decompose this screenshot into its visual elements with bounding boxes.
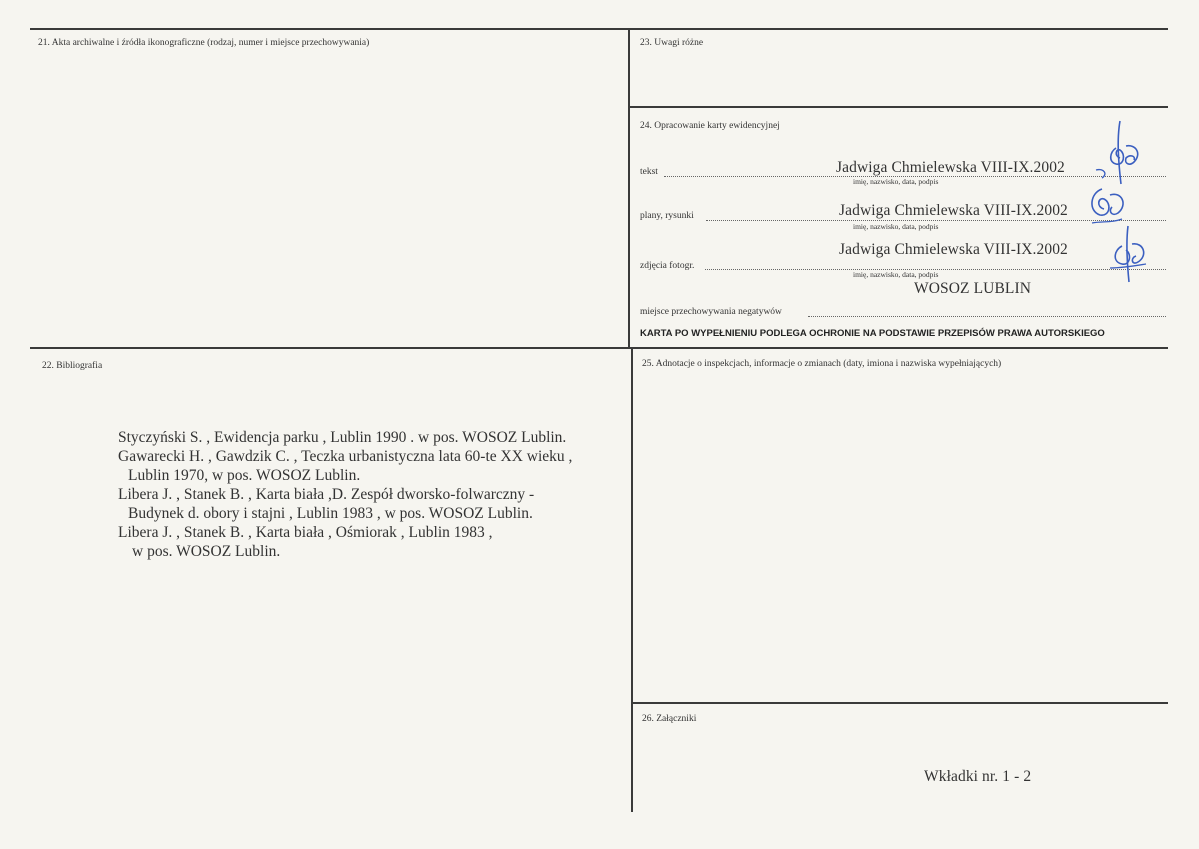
section-21-label: 21. Akta archiwalne i źródła ikonograficzne (rodzaj, numer i miejsce przechowywania) xyxy=(38,38,370,48)
top-rule xyxy=(30,28,1168,30)
upper-column-divider xyxy=(628,28,630,348)
bibliography-entry: Budynek d. obory i stajni , Lublin 1983 , w pos. WOSOZ Lublin. xyxy=(128,505,533,522)
bibliography-list xyxy=(118,428,572,561)
signature-tekst xyxy=(1090,118,1150,188)
section-23-label: 23. Uwagi różne xyxy=(640,38,704,48)
bibliography-entry: w pos. WOSOZ Lublin. xyxy=(132,543,281,560)
negatywy-value: WOSOZ LUBLIN xyxy=(914,280,1032,297)
middle-rule xyxy=(30,347,1168,349)
zdjecia-hint: imię, nazwisko, data, podpis xyxy=(853,270,939,279)
section-26-label: 26. Załączniki xyxy=(642,714,697,724)
zdjecia-value: Jadwiga Chmielewska VIII-IX.2002 xyxy=(839,241,1068,258)
rule-25-26 xyxy=(632,702,1168,704)
bibliography-entry: Styczyński S. , Ewidencja parku , Lublin 1990 . w pos. WOSOZ Lublin. xyxy=(118,429,567,446)
copyright-notice: KARTA PO WYPEŁNIENIU PODLEGA OCHRONIE NA PODSTAWIE PRZEPISÓW PRAWA AUTORSKIEGO xyxy=(640,328,1105,339)
tekst-hint: imię, nazwisko, data, podpis xyxy=(853,177,939,186)
tekst-label: tekst xyxy=(640,167,658,177)
plany-value: Jadwiga Chmielewska VIII-IX.2002 xyxy=(839,202,1068,219)
bibliography-entry: Libera J. , Stanek B. , Karta biała , Ośmiorak , Lublin 1983 , xyxy=(118,524,493,541)
tekst-value: Jadwiga Chmielewska VIII-IX.2002 xyxy=(836,159,1065,176)
bibliography-entry: Lublin 1970, w pos. WOSOZ Lublin. xyxy=(128,467,361,484)
section-22-label: 22. Bibliografia xyxy=(42,361,103,371)
negatywy-label: miejsce przechowywania negatywów xyxy=(640,307,782,317)
section-25-label: 25. Adnotacje o inspekcjach, informacje o zmianach (daty, imiona i nazwiska wypełniających) xyxy=(642,359,1002,369)
negatywy-dotted-line xyxy=(808,316,1166,317)
signature-zdjecia xyxy=(1102,224,1152,284)
lower-column-divider xyxy=(631,347,633,812)
attachments-value: Wkładki nr. 1 - 2 xyxy=(924,768,1032,785)
rule-23-24 xyxy=(630,106,1168,108)
plany-label: plany, rysunki xyxy=(640,211,694,221)
bibliography-entry: Gawarecki H. , Gawdzik C. , Teczka urbanistyczna lata 60-te XX wieku , xyxy=(118,448,573,465)
zdjecia-label: zdjęcia fotogr. xyxy=(640,261,695,271)
signature-plany xyxy=(1082,183,1132,228)
plany-hint: imię, nazwisko, data, podpis xyxy=(853,222,939,231)
section-24-label: 24. Opracowanie karty ewidencyjnej xyxy=(640,121,780,131)
bibliography-entry: Libera J. , Stanek B. , Karta biała ,D. Zespół dworsko-folwarczny - xyxy=(118,486,535,503)
